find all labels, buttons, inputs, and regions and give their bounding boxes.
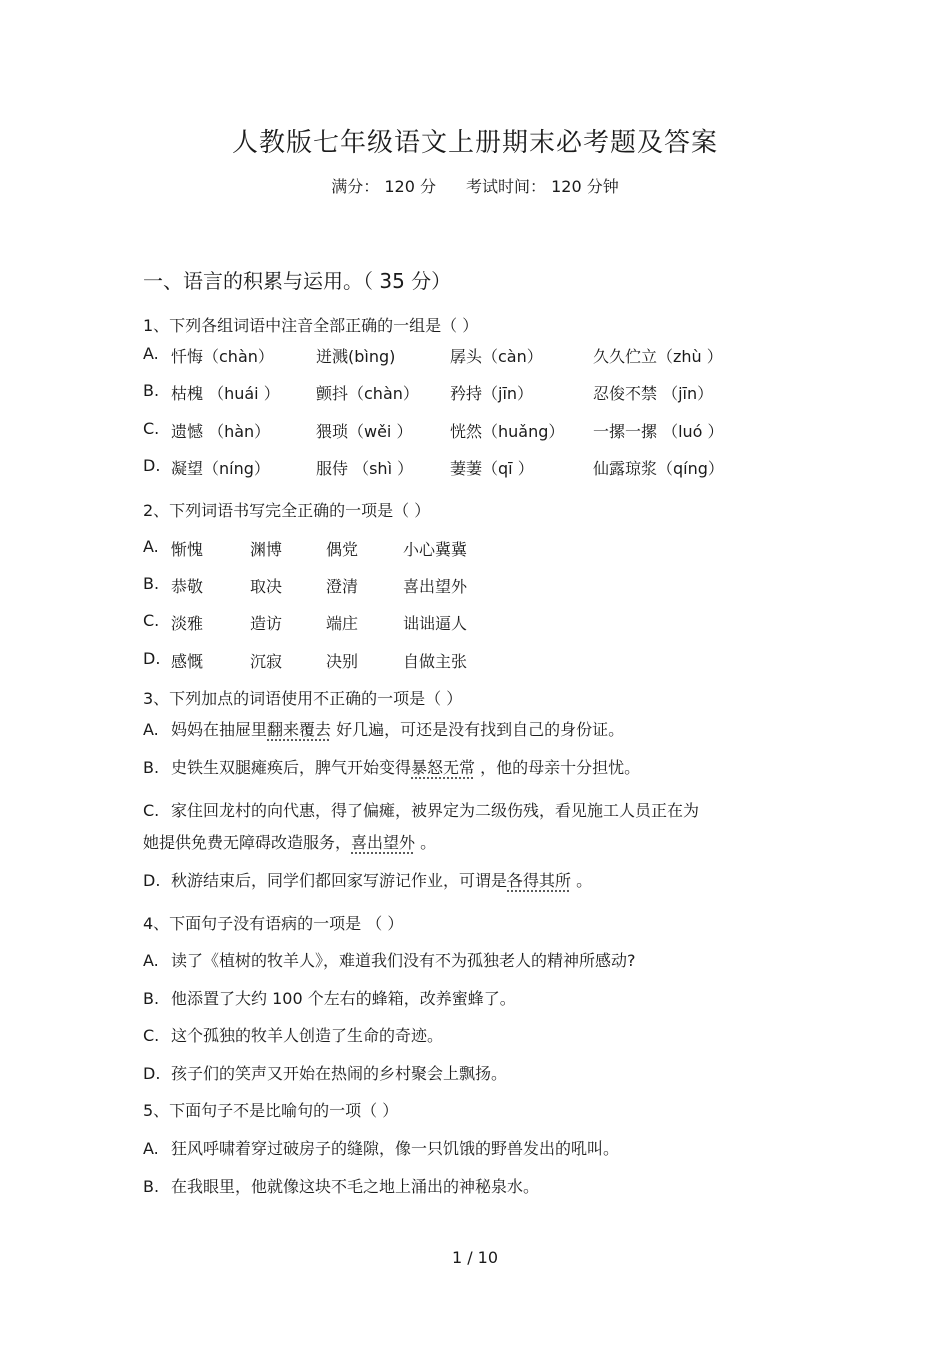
option-text: 家住回龙村的向代惠，得了偏瘫，被界定为二级伤残，看见施工人员正在为 <box>171 801 700 820</box>
option-line <box>143 1136 619 1159</box>
option-text: 在我眼里，他就像这块不毛之地上涌出的神秘泉水。 <box>171 1177 540 1196</box>
option-line-continued <box>143 830 436 853</box>
option-label: D. <box>143 871 161 890</box>
option-row <box>143 611 543 633</box>
emphasized-phrase: 翻来覆去 <box>267 720 332 739</box>
option-label: C. <box>143 801 160 820</box>
option-text: 读了《植树的牧羊人》，难道我们没有不为孤独老人的精神所感动? <box>171 951 636 970</box>
option-item: 枯槐 （huái ） <box>171 384 280 403</box>
option-line <box>143 755 640 778</box>
option-item: 服侍 （shì ） <box>316 459 414 478</box>
option-text: 他添置了大约 100 个左右的蜂箱，改养蜜蜂了。 <box>171 989 516 1008</box>
option-label: A. <box>143 951 159 970</box>
option-row <box>143 574 543 596</box>
option-text: 孩子们的笑声又开始在热闹的乡村聚会上飘扬。 <box>171 1064 508 1083</box>
option-item: 决别 <box>326 652 359 671</box>
option-line <box>143 948 636 971</box>
option-row <box>143 381 783 403</box>
option-row <box>143 649 543 671</box>
option-item: 渊博 <box>250 540 283 559</box>
question-stem: 1、下列各组词语中注音全部正确的一组是（ ） <box>143 316 479 335</box>
emphasized-phrase: 暴怒无常 <box>411 758 476 777</box>
option-item: 仙露琼浆（qíng） <box>593 459 724 478</box>
option-text: 好几遍，可还是没有找到自己的身份证。 <box>331 720 625 739</box>
section-heading: 一、语言的积累与运用。（ 35 分） <box>143 269 452 293</box>
option-label: B. <box>143 758 160 777</box>
document-title: 人教版七年级语文上册期末必考题及答案 <box>231 128 718 158</box>
question-stem: 4、下面句子没有语病的一项是 （ ） <box>143 914 404 933</box>
option-item: 自做主张 <box>403 652 468 671</box>
option-text: 秋游结束后，同学们都回家写游记作业，可谓是 <box>171 871 508 890</box>
option-text: 史铁生双腿瘫痪后，脾气开始变得 <box>171 758 412 777</box>
option-item: 恍然（huǎng） <box>450 422 565 441</box>
option-row <box>143 419 783 441</box>
option-item: 小心冀冀 <box>403 540 468 559</box>
option-line <box>143 717 624 740</box>
option-item: 端庄 <box>326 614 359 633</box>
option-label: D. <box>143 1064 161 1083</box>
option-item: 偶党 <box>326 540 359 559</box>
option-item: 矜持（jīn） <box>450 384 534 403</box>
option-text: 她提供免费无障碍改造服务， <box>143 833 352 852</box>
option-item: 凝望（níng） <box>171 459 270 478</box>
question-stem: 2、下列词语书写完全正确的一项是（ ） <box>143 501 431 520</box>
option-item: 迸溅(bìng) <box>316 347 396 366</box>
emphasized-phrase: 各得其所 <box>507 871 572 890</box>
option-text: 妈妈在抽屉里 <box>171 720 268 739</box>
option-item: 诎诎逼人 <box>403 614 468 633</box>
option-line <box>143 1023 443 1046</box>
option-row <box>143 344 783 366</box>
option-label: D. <box>143 456 161 475</box>
option-label: A. <box>143 1139 159 1158</box>
option-label: B. <box>143 381 160 400</box>
option-line <box>143 1061 507 1084</box>
option-item: 萋萋（qī ） <box>450 459 534 478</box>
option-label: C. <box>143 1026 160 1045</box>
emphasized-phrase: 喜出望外 <box>351 833 416 852</box>
option-item: 猥琐（wěi ） <box>316 422 413 441</box>
option-line <box>143 1174 539 1197</box>
option-item: 恭敬 <box>171 577 204 596</box>
page-number: 1 / 10 <box>451 1248 499 1267</box>
option-label: B. <box>143 989 160 1008</box>
option-label: A. <box>143 720 159 739</box>
option-text: ，他的母亲十分担忧。 <box>475 758 641 777</box>
option-label: B. <box>143 574 160 593</box>
option-item: 澄清 <box>326 577 359 596</box>
option-item: 久久伫立（zhù ） <box>593 347 723 366</box>
full-score: 满分： 120 分 <box>331 177 436 196</box>
option-line <box>143 986 516 1009</box>
option-text: 狂风呼啸着穿过破房子的缝隙，像一只饥饿的野兽发出的吼叫。 <box>171 1139 620 1158</box>
exam-time: 考试时间： 120 分钟 <box>466 177 619 196</box>
option-label: A. <box>143 537 159 556</box>
option-label: B. <box>143 1177 160 1196</box>
option-label: C. <box>143 611 160 630</box>
option-label: D. <box>143 649 161 668</box>
exam-info <box>0 174 950 197</box>
option-item: 惭愧 <box>171 540 204 559</box>
option-text: 这个孤独的牧羊人创造了生命的奇迹。 <box>171 1026 444 1045</box>
option-text: 。 <box>415 833 437 852</box>
option-line <box>143 868 592 891</box>
option-text: 。 <box>571 871 593 890</box>
option-item: 遗憾 （hàn） <box>171 422 271 441</box>
option-line <box>143 798 699 821</box>
option-row <box>143 456 783 478</box>
option-item: 喜出望外 <box>403 577 468 596</box>
option-item: 取决 <box>250 577 283 596</box>
option-label: A. <box>143 344 159 363</box>
option-row <box>143 537 543 559</box>
option-label: C. <box>143 419 160 438</box>
option-item: 孱头（càn） <box>450 347 543 366</box>
option-item: 忏悔（chàn） <box>171 347 274 366</box>
option-item: 沉寂 <box>250 652 283 671</box>
option-item: 忍俊不禁 （jīn） <box>593 384 714 403</box>
option-item: 感慨 <box>171 652 204 671</box>
option-item: 一摞一摞 （luó ） <box>593 422 724 441</box>
question-stem: 5、下面句子不是比喻句的一项（ ） <box>143 1101 399 1120</box>
option-item: 颤抖（chàn） <box>316 384 419 403</box>
question-stem: 3、下列加点的词语使用不正确的一项是（ ） <box>143 689 463 708</box>
option-item: 造访 <box>250 614 283 633</box>
option-item: 淡雅 <box>171 614 204 633</box>
